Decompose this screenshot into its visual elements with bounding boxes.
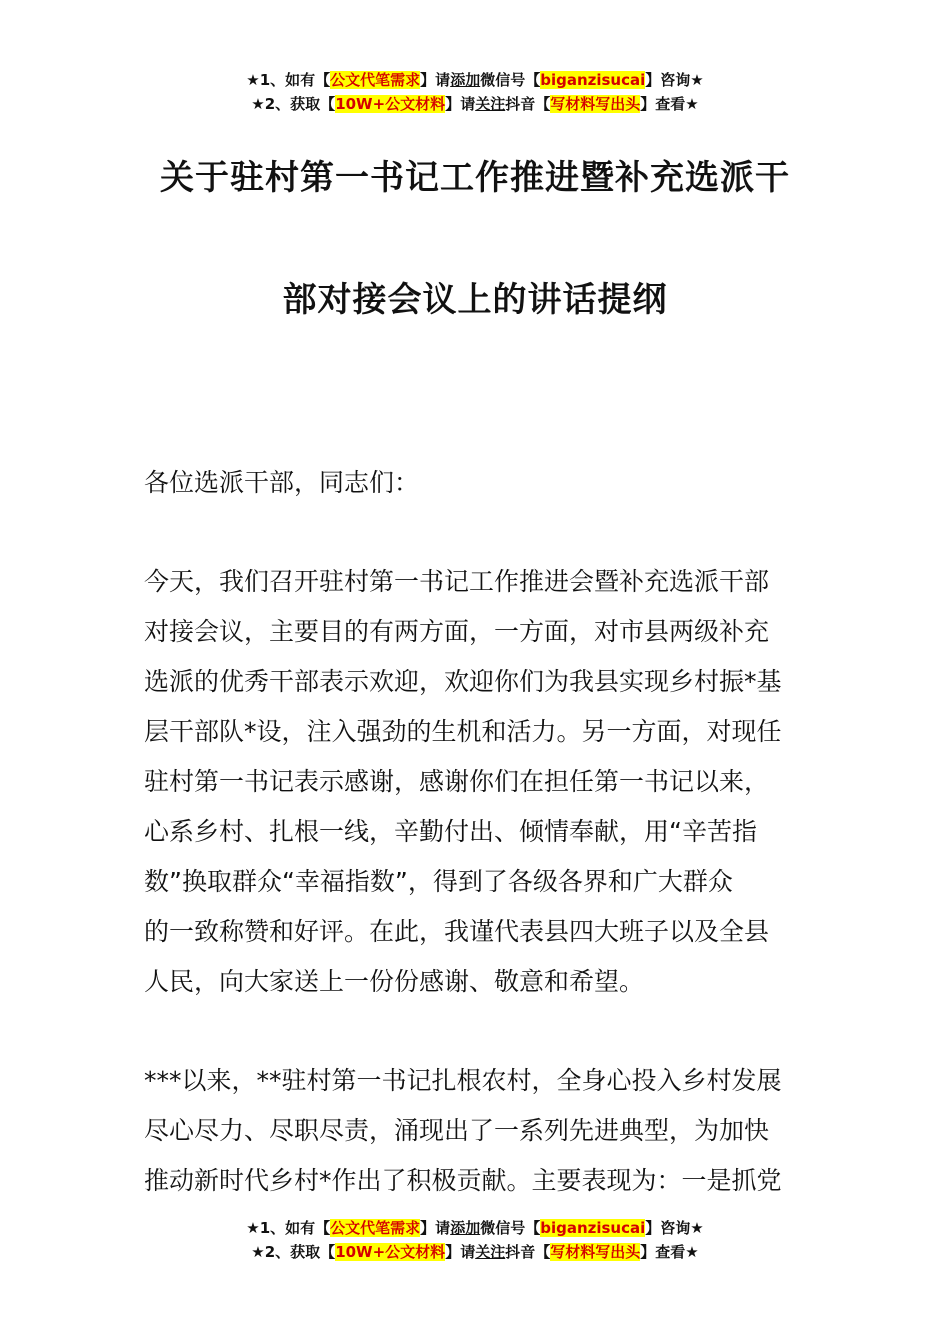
banner-line-1 <box>0 68 950 92</box>
banner-wechat-id: biganzisucai <box>540 71 646 89</box>
banner-text: 抖音【 <box>505 1243 551 1261</box>
banner-line-2 <box>0 1240 950 1264</box>
banner-underline-text: 添加 <box>450 1219 481 1237</box>
header-banner <box>0 68 950 116</box>
banner-highlight: 公文代笔需求 <box>330 71 421 89</box>
banner-text: 微信号【 <box>480 71 541 89</box>
paragraph-line: 驻村第一书记表示感谢，感谢你们在担任第一书记以来， <box>144 767 770 796</box>
banner-text: 】请 <box>420 1219 451 1237</box>
paragraph-line: 数”换取群众“幸福指数”，得到了各级各界和广大群众 <box>144 867 733 896</box>
paragraph-2 <box>144 1056 814 1206</box>
banner-text: 】查看★ <box>640 95 699 113</box>
paragraph-line: 选派的优秀干部表示欢迎，欢迎你们为我县实现乡村振*基 <box>144 667 782 696</box>
banner-douyin-name: 写材料写出头 <box>550 95 641 113</box>
banner-text: 】咨询★ <box>645 71 704 89</box>
banner-highlight: 10W+公文材料 <box>335 1243 446 1261</box>
document-title-line-2: 部对接会议上的讲话提纲 <box>282 280 668 320</box>
paragraph-line: 推动新时代乡村*作出了积极贡献。主要表现为：一是抓党 <box>144 1166 782 1195</box>
banner-line-2 <box>0 92 950 116</box>
banner-underline-text: 关注 <box>475 95 506 113</box>
paragraph-line: 的一致称赞和好评。在此，我谨代表县四大班子以及全县 <box>144 917 770 946</box>
paragraph-line: 对接会议，主要目的有两方面，一方面，对市县两级补充 <box>144 617 770 646</box>
paragraph-line: 今天，我们召开驻村第一书记工作推进会暨补充选派干部 <box>144 567 770 596</box>
document-title-line-1: 关于驻村第一书记工作推进暨补充选派干 <box>160 158 790 198</box>
banner-text: 抖音【 <box>505 95 551 113</box>
banner-wechat-id: biganzisucai <box>540 1219 646 1237</box>
banner-underline-text: 关注 <box>475 1243 506 1261</box>
banner-text: ★1、如有【 <box>246 1219 331 1237</box>
footer-banner <box>0 1216 950 1264</box>
banner-text: 】查看★ <box>640 1243 699 1261</box>
paragraph-line: ***以来，**驻村第一书记扎根农村，全身心投入乡村发展 <box>144 1066 782 1095</box>
paragraph-line: 尽心尽力、尽职尽责，涌现出了一系列先进典型，为加快 <box>144 1116 770 1145</box>
banner-text: ★1、如有【 <box>246 71 331 89</box>
paragraph-line: 人民，向大家送上一份份感谢、敬意和希望。 <box>144 967 645 996</box>
banner-text: 】请 <box>420 71 451 89</box>
paragraph-1 <box>144 557 814 1007</box>
banner-highlight: 公文代笔需求 <box>330 1219 421 1237</box>
paragraph-line: 心系乡村、扎根一线，辛勤付出、倾情奉献，用“辛苦指 <box>144 817 757 846</box>
banner-text: 】请 <box>445 1243 476 1261</box>
banner-text: ★2、获取【 <box>251 1243 336 1261</box>
banner-text: 】咨询★ <box>645 1219 704 1237</box>
banner-line-1 <box>0 1216 950 1240</box>
banner-douyin-name: 写材料写出头 <box>550 1243 641 1261</box>
banner-text: 】请 <box>445 95 476 113</box>
banner-text: 微信号【 <box>480 1219 541 1237</box>
paragraph-line: 层干部队*设，注入强劲的生机和活力。另一方面，对现任 <box>144 717 782 746</box>
banner-highlight: 10W+公文材料 <box>335 95 446 113</box>
banner-text: ★2、获取【 <box>251 95 336 113</box>
greeting: 各位选派干部，同志们： <box>144 468 420 497</box>
banner-underline-text: 添加 <box>450 71 481 89</box>
